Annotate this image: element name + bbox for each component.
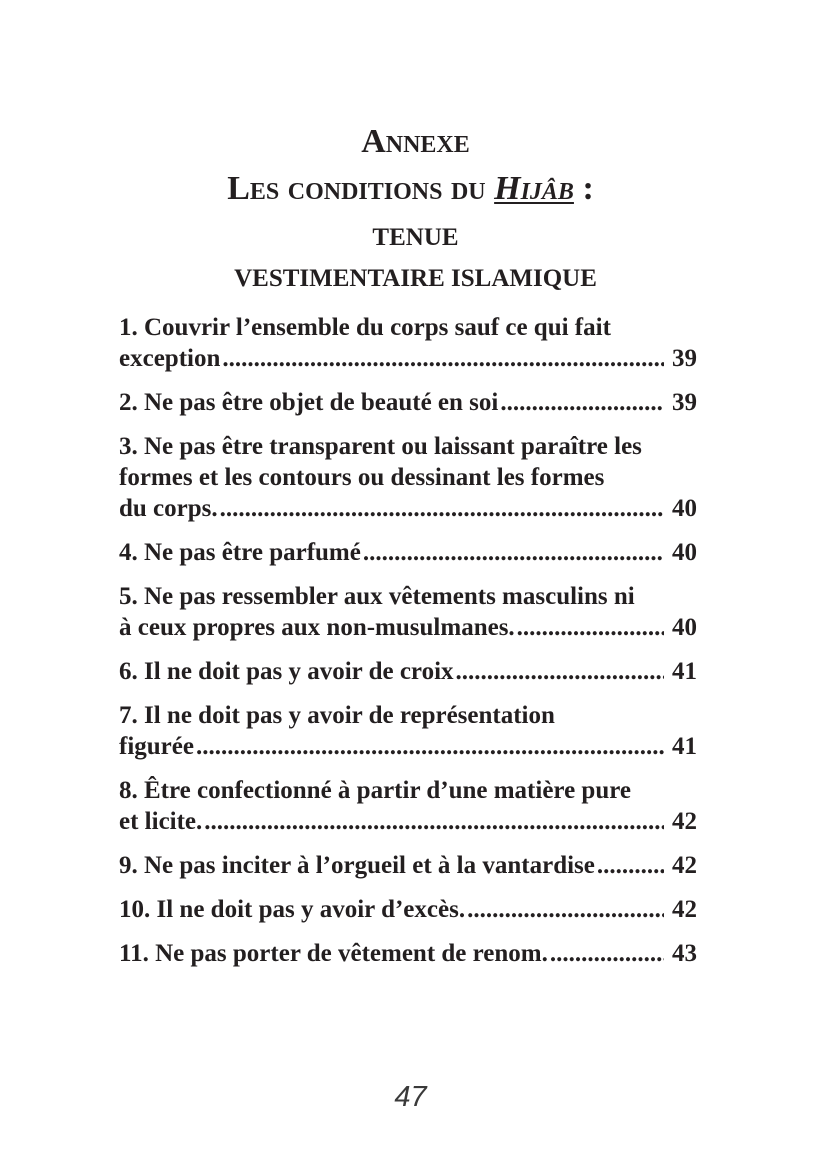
- toc-page-number: 40: [672, 539, 697, 566]
- dot-leader: [363, 537, 664, 568]
- toc-page-number: 39: [672, 389, 697, 416]
- toc-entry: [119, 656, 697, 687]
- toc-entry-text: 6. Il ne doit pas y avoir de croix: [119, 658, 454, 685]
- page-number: 47: [394, 1081, 427, 1113]
- toc-entry-line: 3. Ne pas être transparent ou laissant paraître les: [119, 433, 642, 460]
- hijab-term: Hijâb: [494, 170, 574, 207]
- conditions-suffix: :: [573, 170, 594, 207]
- toc-entry-final-line: [119, 731, 697, 762]
- toc-entry: [119, 387, 697, 418]
- toc-entry: [119, 312, 697, 374]
- dot-leader: [204, 806, 664, 837]
- toc-entry-text: exception: [119, 345, 221, 372]
- toc-entry-final-line: [119, 806, 697, 837]
- toc-page-number: 40: [672, 614, 697, 641]
- toc-entry: [119, 537, 697, 568]
- toc-entry-final-line: [119, 894, 697, 925]
- toc-entry-text: du corps.: [119, 495, 218, 522]
- toc-entry-text: 2. Ne pas être objet de beauté en soi: [119, 389, 499, 416]
- toc-entry-text: et licite.: [119, 808, 203, 835]
- toc-entry-text: 10. Il ne doit pas y avoir d’excès.: [119, 896, 466, 923]
- toc-page-number: 39: [672, 345, 697, 372]
- dot-leader: [220, 493, 664, 524]
- dot-leader: [500, 387, 664, 418]
- toc-entry-text: figurée: [119, 733, 194, 760]
- dot-leader: [196, 731, 664, 762]
- toc-entry-line: 7. Il ne doit pas y avoir de représentation: [119, 702, 555, 729]
- dot-leader: [597, 850, 664, 881]
- toc-entry: [119, 850, 697, 881]
- dot-leader: [456, 656, 664, 687]
- dot-leader: [550, 938, 664, 969]
- dot-leader: [517, 612, 664, 643]
- dot-leader: [222, 343, 664, 374]
- toc-entry-final-line: [119, 537, 697, 568]
- toc-page-number: 42: [672, 808, 697, 835]
- toc-entry-line: 8. Être confectionné à partir d’une matière pure: [119, 777, 631, 804]
- toc-entry-final-line: [119, 343, 697, 374]
- toc-entry: [119, 775, 697, 837]
- toc-entry-text: 11. Ne pas porter de vêtement de renom.: [119, 940, 548, 967]
- dot-leader: [467, 894, 664, 925]
- toc-entry-text: 9. Ne pas inciter à l’orgueil et à la vantardise: [119, 852, 595, 879]
- toc-page-number: 42: [672, 852, 697, 879]
- toc-entry: [119, 894, 697, 925]
- subtitle-vestimentaire: VESTIMENTAIRE ISLAMIQUE: [234, 265, 597, 292]
- toc-entry: [119, 581, 697, 643]
- toc-entry-line: 5. Ne pas ressembler aux vêtements masculins ni: [119, 583, 635, 610]
- toc-entry: [119, 938, 697, 969]
- annex-title: Annexe: [361, 123, 470, 160]
- toc-page-number: 40: [672, 495, 697, 522]
- toc-entry-line: formes et les contours ou dessinant les formes: [119, 464, 605, 491]
- table-of-contents: [119, 312, 697, 982]
- toc-entry-final-line: [119, 493, 697, 524]
- subtitle-tenue: TENUE: [372, 224, 459, 251]
- toc-entry-final-line: [119, 938, 697, 969]
- toc-page-number: 43: [672, 940, 697, 967]
- toc-entry-line: 1. Couvrir l’ensemble du corps sauf ce qui fait: [119, 314, 611, 341]
- toc-entry-text: 4. Ne pas être parfumé: [119, 539, 361, 566]
- toc-entry-final-line: [119, 612, 697, 643]
- conditions-title: [0, 170, 821, 208]
- toc-page-number: 41: [672, 733, 697, 760]
- toc-page-number: 41: [672, 658, 697, 685]
- toc-entry: [119, 700, 697, 762]
- toc-entry-text: à ceux propres aux non-musulmanes.: [119, 614, 515, 641]
- toc-entry-final-line: [119, 656, 697, 687]
- conditions-prefix: Les conditions du: [227, 170, 495, 207]
- toc-entry-final-line: [119, 387, 697, 418]
- toc-entry-final-line: [119, 850, 697, 881]
- toc-page-number: 42: [672, 896, 697, 923]
- toc-entry: [119, 431, 697, 524]
